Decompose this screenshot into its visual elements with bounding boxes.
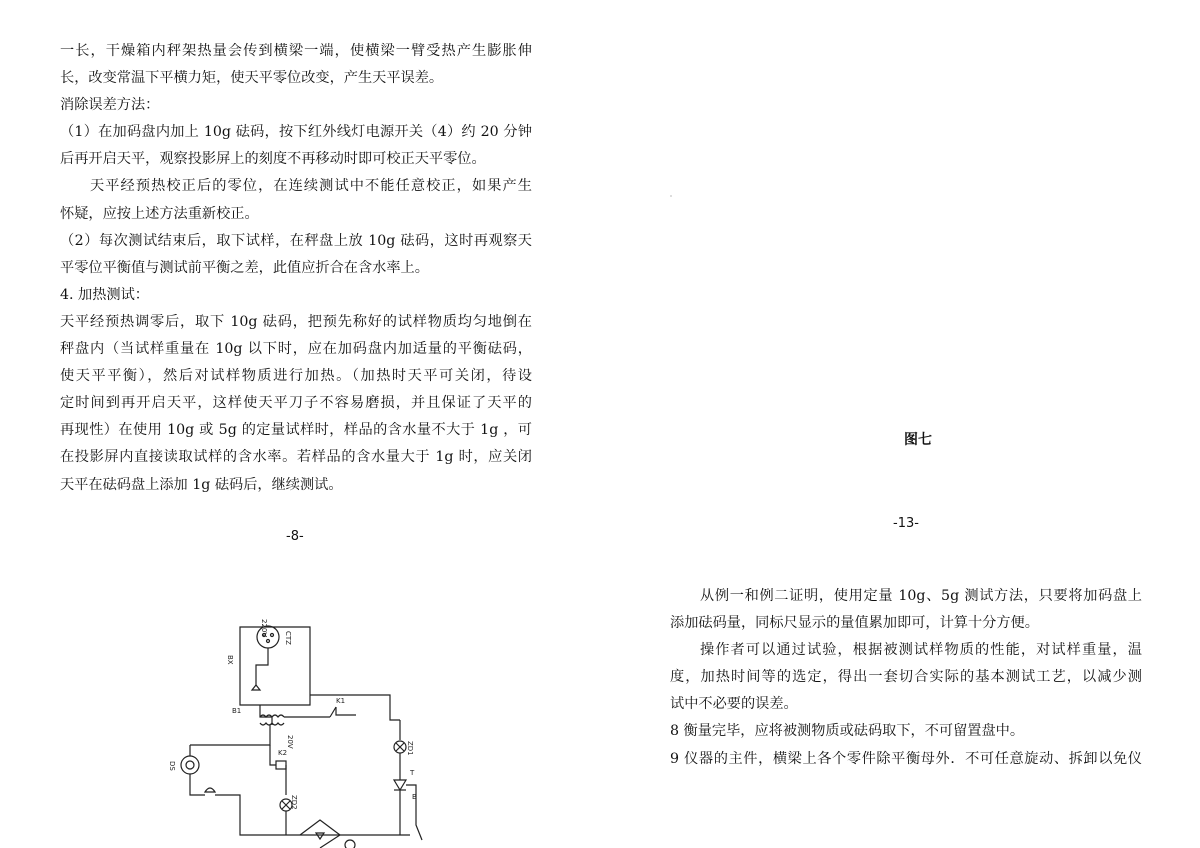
text-line: 操作者可以通过试验，根据被测试样物质的性能，对试样重量，温 [700,642,1142,659]
text-line: 添加砝码量，同标尺显示的量值累加即可，计算十分方便。 [670,615,1039,632]
text-line: 从例一和例二证明，使用定量 10g、5g 测试方法，只要将加码盘上 [700,588,1142,604]
text-line: 天平经预热调零后，取下 10g 砝码，把预先称好的试样物质均匀地倒在 [60,313,532,330]
page-number-left: -8- [286,529,304,544]
label-zd1: ZD1 [406,741,414,756]
section-heading: 4. 加热测试： [60,286,149,303]
label-20v: 20V [286,735,294,749]
switch-k1-icon [330,707,336,717]
text-line: 9 仪器的主件，横梁上各个零件除平衡母外．不可任意旋动、拆卸以免仪 [670,750,1142,767]
text-line: 后再开启天平，观察投影屏上的刻度不再移动时即可校正天平零位。 [60,151,486,168]
text-line: 8 衡量完毕，应将被测物质或砝码取下，不可留置盘中。 [670,723,1025,740]
label-ds: DS [168,761,176,771]
text-line: 天平在砝码盘上添加 1g 砝码后，继续测试。 [60,476,343,493]
text-line: 定时间到再开启天平，这样使天平刀子不容易磨损，并且保证了天平的 [60,395,532,412]
right-page-text [670,583,1142,773]
page-number-right: -13- [893,516,919,531]
figure-caption: 图七 [904,432,932,448]
label-k2: K2 [278,749,288,757]
text-line: 度，加热时间等的选定，得出一套切合实际的基本测试工艺，以减少测 [670,669,1142,686]
scan-speck [670,195,672,197]
text-line: 消除误差方法： [60,97,160,114]
label-b: B [412,793,417,801]
text-line: 试中不必要的误差。 [670,696,798,713]
text-line: 一长，干燥箱内秤架热量会传到横梁一端，使横梁一臂受热产生膨胀伸 [60,43,532,59]
text-line: （1）在加码盘内加上 10g 砝码，按下红外线灯电源开关（4）约 20 分钟 [60,124,532,141]
label-220v: 220V [260,619,268,638]
text-line: 使天平平衡），然后对试样物质进行加热。（加热时天平可关闭，待设 [60,368,532,385]
label-zd2: ZD2 [290,795,298,810]
text-line: 平零位平衡值与测试前平衡之差，此值应折合在含水率上。 [60,259,429,276]
relay-k2-icon [276,761,286,769]
thyristor-icon [394,780,406,790]
text-line: 在投影屏内直接读取试样的含水率。若样品的含水量大于 1g 时，应关闭 [60,449,532,466]
text-line: （2）每次测试结束后，取下试样，在秤盘上放 10g 砝码，这时再观察天 [60,232,532,249]
fuse-icon [252,685,260,690]
circuit-diagram [160,595,440,848]
text-line: 长，改变常温下平横力矩，使天平零位改变，产生天平误差。 [60,70,444,87]
text-line: 怀疑，应按上述方法重新校正。 [60,205,259,222]
bell-icon [205,788,215,792]
label-bx: BX [226,655,234,665]
text-line: 天平经预热校正后的零位，在连续测试中不能任意校正，如果产生 [90,178,532,195]
label-t: T [410,769,415,777]
text-line: 秤盘内（当试样重量在 10g 以下时，应在加码盘内加适量的平衡砝码， [60,341,532,358]
rectifier-bridge-icon [300,820,340,848]
left-page-text [60,38,532,499]
text-line: 再现性）在使用 10g 或 5g 的定量试样时，样品的含水量不大于 1g ，可 [60,422,532,439]
label-k1: K1 [336,697,346,705]
lamp-ds-icon [181,756,199,774]
label-ctz: CTZ [284,631,292,645]
label-b1: B1 [232,707,242,715]
control-box-outline [240,627,310,705]
